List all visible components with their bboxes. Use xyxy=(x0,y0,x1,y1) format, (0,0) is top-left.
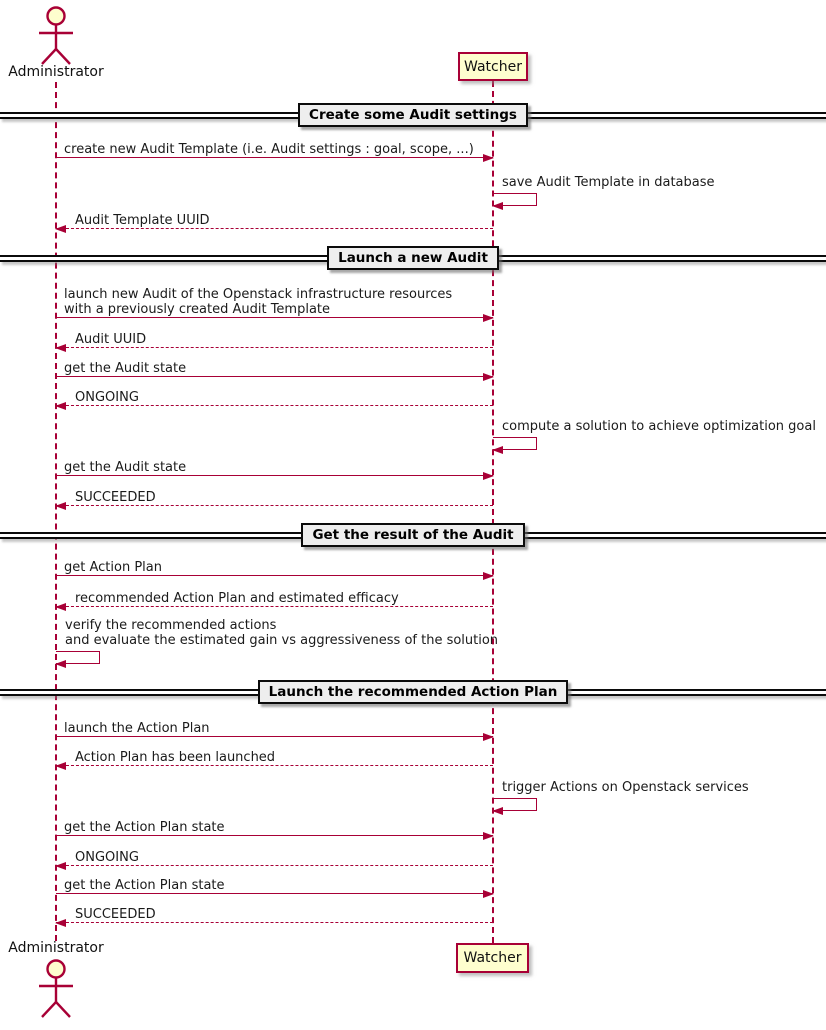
arrowhead-icon xyxy=(55,603,66,611)
message xyxy=(56,750,493,766)
message xyxy=(56,490,493,506)
actor-administrator-top-label: Administrator xyxy=(8,64,104,80)
message-label xyxy=(56,591,493,606)
message-label-line: get Action Plan xyxy=(64,560,162,575)
arrowhead-icon xyxy=(492,807,503,815)
actor-administrator-bottom xyxy=(26,957,86,1023)
arrowhead-icon xyxy=(55,919,66,927)
message xyxy=(56,721,493,737)
message-label xyxy=(56,560,493,575)
message-label-line: SUCCEEDED xyxy=(75,907,156,922)
message-label xyxy=(56,907,493,922)
message-label xyxy=(56,460,493,475)
message xyxy=(56,560,493,576)
self-message-label xyxy=(493,780,749,795)
message-label xyxy=(56,721,493,736)
message xyxy=(56,878,493,894)
message-label-line: SUCCEEDED xyxy=(75,490,156,505)
participant-watcher-top-label: Watcher xyxy=(464,58,522,75)
arrowhead-icon xyxy=(483,890,494,898)
arrowhead-icon xyxy=(55,344,66,352)
message-label xyxy=(56,490,493,505)
self-message-label-line: compute a solution to achieve optimization goal xyxy=(502,419,816,434)
message-label-line: ONGOING xyxy=(75,850,139,865)
actor-administrator-top xyxy=(26,4,86,70)
self-loop xyxy=(493,193,537,206)
message-label-line: get the Action Plan state xyxy=(64,878,225,893)
arrowhead-icon xyxy=(55,502,66,510)
arrowhead-icon xyxy=(55,402,66,410)
message xyxy=(56,820,493,836)
arrowhead-icon xyxy=(55,660,66,668)
self-message-label-line: verify the recommended actions xyxy=(65,618,277,633)
arrowhead-icon xyxy=(483,832,494,840)
self-message xyxy=(493,175,715,206)
message xyxy=(56,390,493,406)
lifeline-administrator xyxy=(55,82,57,941)
message-label-line: launch the Action Plan xyxy=(64,721,210,736)
message-label-line: get the Audit state xyxy=(64,361,187,376)
arrowhead-icon xyxy=(483,572,494,580)
arrowhead-icon xyxy=(492,202,503,210)
divider-label: Create some Audit settings xyxy=(298,103,528,127)
message-label xyxy=(56,390,493,405)
self-message-label xyxy=(493,419,816,434)
message-label-line: Action Plan has been launched xyxy=(75,750,276,765)
message-label xyxy=(56,850,493,865)
participant-watcher-top xyxy=(458,52,528,81)
self-message-label xyxy=(56,618,498,648)
message-label xyxy=(56,361,493,376)
divider xyxy=(0,680,826,704)
message xyxy=(56,142,493,158)
divider-label: Get the result of the Audit xyxy=(301,523,524,547)
participant-watcher-bottom xyxy=(456,943,529,973)
message-label xyxy=(56,878,493,893)
message xyxy=(56,907,493,923)
message xyxy=(56,850,493,866)
self-loop xyxy=(56,651,100,664)
message-label xyxy=(56,287,493,317)
arrowhead-icon xyxy=(483,373,494,381)
message-label xyxy=(56,750,493,765)
arrowhead-icon xyxy=(483,733,494,741)
message-label-line: get the Action Plan state xyxy=(64,820,225,835)
message xyxy=(56,332,493,348)
self-message xyxy=(56,618,498,664)
arrowhead-icon xyxy=(492,446,503,454)
actor-administrator-bottom-label: Administrator xyxy=(8,940,104,956)
message-label xyxy=(56,213,493,228)
divider-label: Launch the recommended Action Plan xyxy=(258,680,569,704)
message xyxy=(56,460,493,476)
divider-label: Launch a new Audit xyxy=(327,246,499,270)
message xyxy=(56,287,493,318)
arrowhead-icon xyxy=(483,154,494,162)
message-label-line: ONGOING xyxy=(75,390,139,405)
message-label-line: create new Audit Template (i.e. Audit settings : goal, scope, ...) xyxy=(64,142,474,157)
arrowhead-icon xyxy=(483,472,494,480)
divider xyxy=(0,246,826,270)
message xyxy=(56,213,493,229)
divider xyxy=(0,103,826,127)
self-message-label xyxy=(493,175,715,190)
divider xyxy=(0,523,826,547)
message-label-line: Audit UUID xyxy=(75,332,147,347)
person-icon xyxy=(26,957,86,1019)
self-message-label-line: trigger Actions on Openstack services xyxy=(502,780,749,795)
arrowhead-icon xyxy=(55,862,66,870)
message-label-line: recommended Action Plan and estimated efficacy xyxy=(75,591,399,606)
self-message xyxy=(493,780,749,811)
self-loop xyxy=(493,798,537,811)
self-message xyxy=(493,419,816,450)
message-label-line: get the Audit state xyxy=(64,460,187,475)
arrowhead-icon xyxy=(55,225,66,233)
message xyxy=(56,591,493,607)
participant-watcher-bottom-label: Watcher xyxy=(463,950,522,966)
message-label-line: Audit Template UUID xyxy=(75,213,210,228)
self-message-label-line: save Audit Template in database xyxy=(502,175,715,190)
message xyxy=(56,361,493,377)
message-label xyxy=(56,332,493,347)
person-icon xyxy=(26,4,86,66)
message-label-line: launch new Audit of the Openstack infrastructure resources xyxy=(64,287,453,302)
message-label-line: with a previously created Audit Template xyxy=(64,302,331,317)
message-label xyxy=(56,142,493,157)
message-label xyxy=(56,820,493,835)
arrowhead-icon xyxy=(483,314,494,322)
arrowhead-icon xyxy=(55,762,66,770)
self-message-label-line: and evaluate the estimated gain vs aggressiveness of the solution xyxy=(65,633,499,648)
self-loop xyxy=(493,437,537,450)
